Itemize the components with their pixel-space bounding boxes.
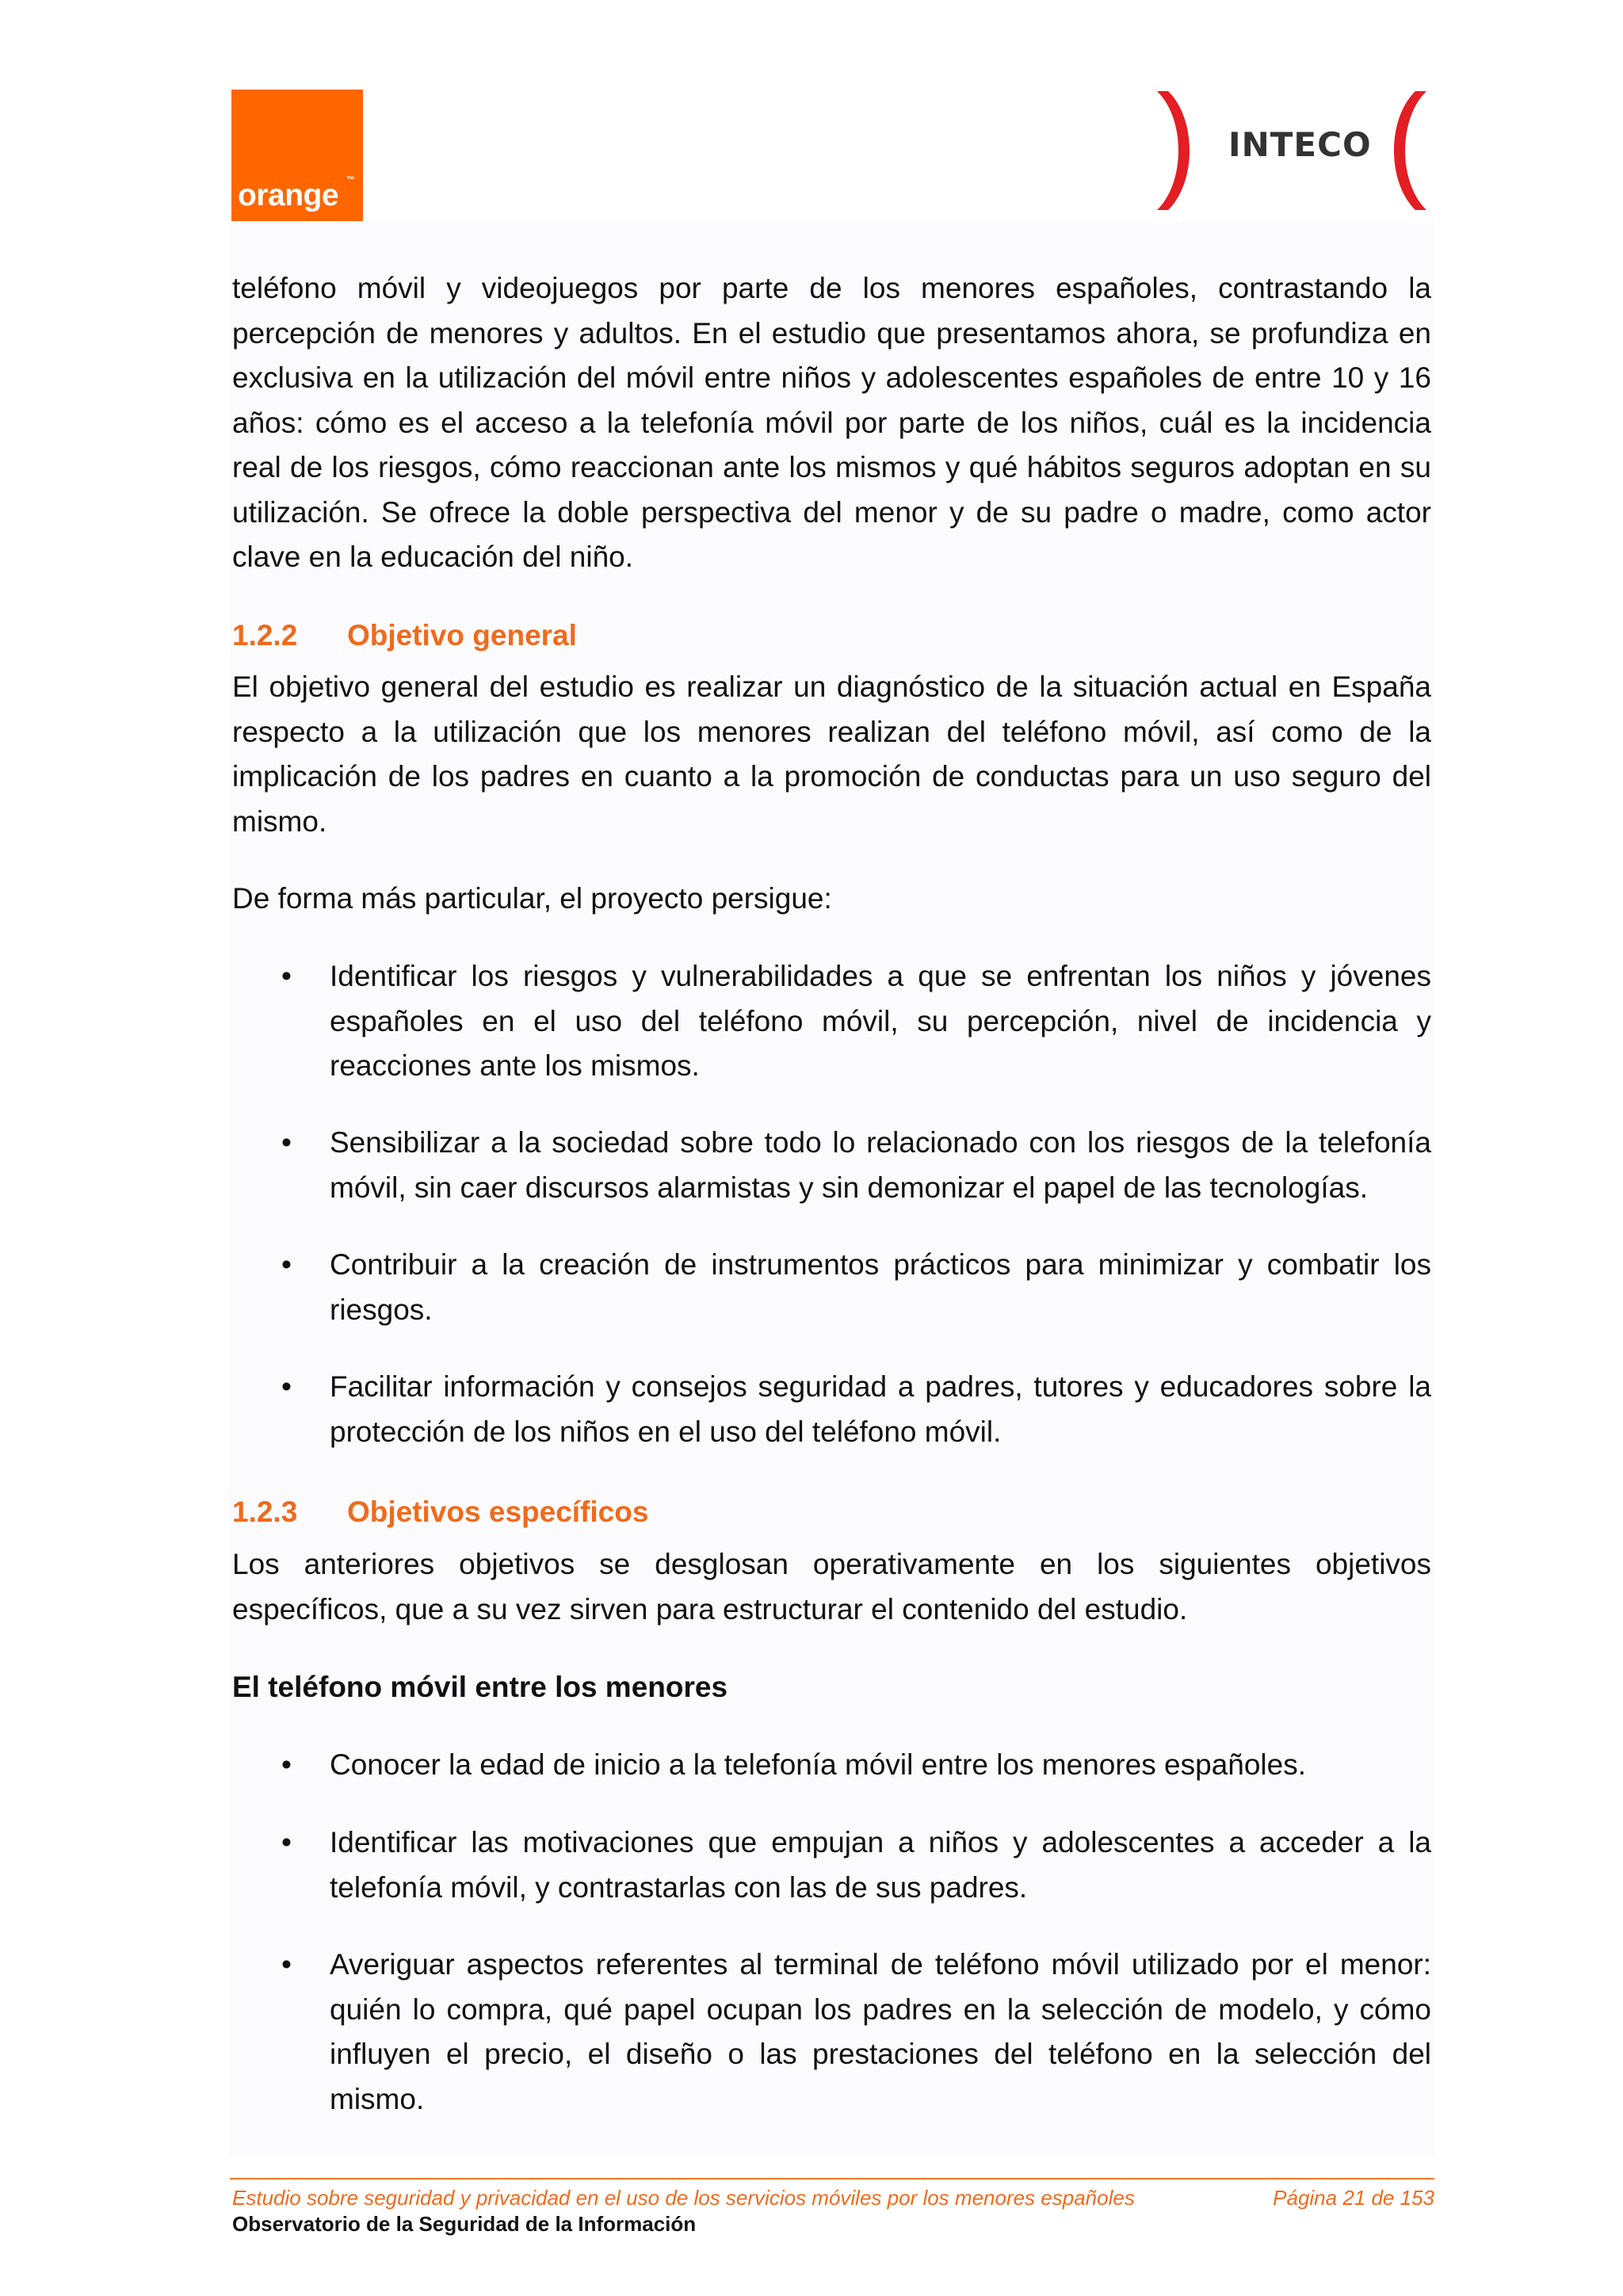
subheading-telefono-movil-menores: El teléfono móvil entre los menores [232,1671,728,1703]
bullet-marker: • [281,1748,292,1781]
inteco-logo-wordmark: INTECO [1228,125,1372,164]
orange-logo-wordmark: orange [238,178,339,212]
proyecto-persigue-paragraph: De forma más particular, el proyecto persigue: [232,882,832,915]
section-heading-objetivo-general [232,613,577,658]
footer-divider [230,2178,1434,2179]
inteco-logo [1149,87,1442,214]
footer-page-number: Página 21 de 153 [1273,2186,1434,2210]
objetivo-general-paragraph: El objetivo general del estudio es realizar un diagnóstico de la situación actual en España respecto a la utilización que los menores realizan del teléfono móvil, así como de la implicación de los padres en cuanto a la promoción de conductas para un uso seguro del mismo. [232,670,1431,838]
section-title: Objetivo general [347,619,577,651]
list-item: Identificar los riesgos y vulnerabilidades a que se enfrentan los niños y jóvenes españoles en el uso del teléfono móvil, su percepción, nivel de incidencia y reacciones ante los mismos. [330,960,1431,1082]
bullet-marker: • [281,1826,292,1859]
orange-logo-trademark: ™ [346,175,355,185]
intro-paragraph: teléfono móvil y videojuegos por parte de los menores españoles, contrastando la percepción de menores y adultos. En el estudio que presentamos ahora, se profundiza en exclusiva en la utilización del móvil entre niños y adolescentes españoles de entre 10 y 16 años: cómo es el acceso a la telefonía móvil por parte de los niños, cuál es la incidencia real de los riesgos, cómo reaccionan ante los mismos y qué hábitos seguros adoptan en su utilización. Se ofrece la doble perspectiva del menor y de su padre o madre, como actor clave en la educación del niño. [232,272,1431,573]
orange-logo [231,90,363,221]
list-item: Averiguar aspectos referentes al terminal de teléfono móvil utilizado por el menor: quién lo compra, qué papel ocupan los padres en la selección de modelo, y cómo influyen el precio, el diseño o las prestaciones del teléfono en la selección del mismo. [330,1948,1431,2115]
list-item: Facilitar información y consejos seguridad a padres, tutores y educadores sobre la protección de los niños en el uso del teléfono móvil. [330,1370,1431,1448]
section-heading-objetivos-especificos [232,1490,648,1534]
list-item: Identificar las motivaciones que empujan a niños y adolescentes a acceder a la telefonía móvil, y contrastarlas con las de sus padres. [330,1826,1431,1904]
bullet-marker: • [281,1126,292,1159]
footer-organization: Observatorio de la Seguridad de la Información [232,2212,697,2236]
objetivos-especificos-paragraph: Los anteriores objetivos se desglosan operativamente en los siguientes objetivos específicos, que a su vez sirven para estructurar el contenido del estudio. [232,1548,1431,1626]
list-item: Contribuir a la creación de instrumentos prácticos para minimizar y combatir los riesgos. [330,1248,1431,1326]
footer-study-title: Estudio sobre seguridad y privacidad en el uso de los servicios móviles por los menores españoles [232,2186,1135,2210]
section-title: Objetivos específicos [347,1496,649,1528]
section-number: 1.2.2 [232,619,298,651]
bullet-marker: • [281,960,292,992]
bullet-marker: • [281,1370,292,1403]
bullet-marker: • [281,1948,292,1981]
list-item: Conocer la edad de inicio a la telefonía móvil entre los menores españoles. [330,1748,1307,1781]
bullet-marker: • [281,1248,292,1281]
list-item: Sensibilizar a la sociedad sobre todo lo relacionado con los riesgos de la telefonía móvil, sin caer discursos alarmistas y sin demonizar el papel de las tecnologías. [330,1126,1431,1204]
section-number: 1.2.3 [232,1496,298,1528]
